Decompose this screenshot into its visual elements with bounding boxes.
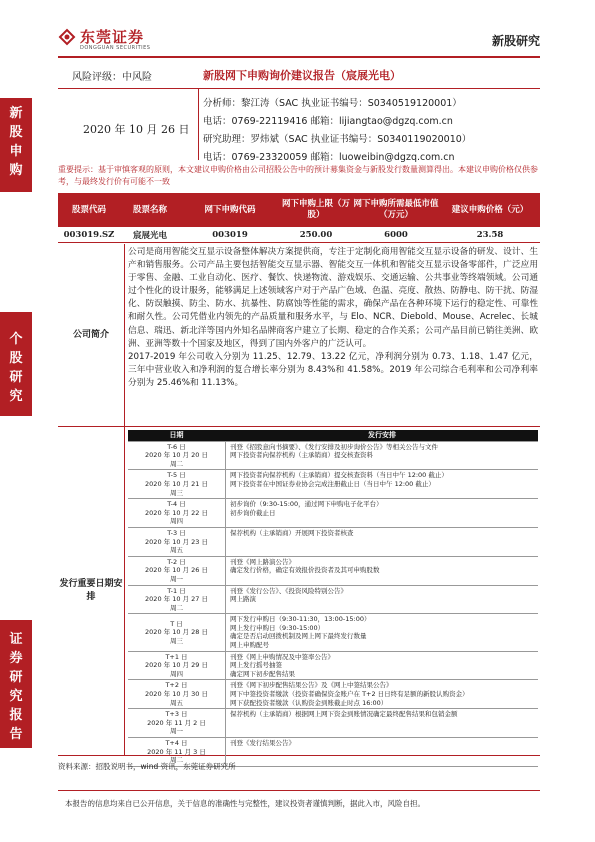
- band-char: 申: [9, 144, 23, 159]
- schedule-date-line: 2020 年 10 月 30 日: [145, 690, 208, 699]
- schedule-date-line: 2020 年 10 月 29 日: [145, 661, 208, 670]
- schedule-arrangement: [226, 738, 538, 766]
- band-char: 股: [9, 125, 23, 140]
- schedule-date-line: 周四: [170, 669, 183, 678]
- schedule-date: [128, 614, 226, 650]
- schedule-date: [128, 680, 226, 708]
- schedule-arrangement: [226, 614, 538, 650]
- schedule-date: [128, 557, 226, 585]
- subscription-table: [58, 193, 540, 243]
- schedule-arrangement-line: 确定是否启动回拨机制及网上网下最终发行数量: [230, 632, 367, 641]
- schedule-date-line: 周二: [170, 756, 183, 765]
- schedule-row: [128, 709, 538, 738]
- schedule-date-line: T 日: [170, 619, 183, 628]
- schedule-row: [128, 614, 538, 651]
- disclaimer: 本报告的信息均来自已公开信息，关于信息的准确性与完整性，建议投资者谨慎判断，据此入市，风险自担。: [65, 799, 425, 808]
- schedule-date-line: T-1 日: [167, 586, 186, 595]
- schedule-arrangement-line: 网上申购配号: [230, 641, 269, 650]
- logo-cn-text: 东莞证券: [80, 28, 145, 46]
- info-vertical-divider: [198, 88, 199, 160]
- schedule-arrangement: [226, 680, 538, 708]
- table-cell: 003019.SZ: [63, 229, 115, 240]
- band-char: 证: [9, 632, 23, 647]
- schedule-arrangement-line: 确定发行价格，确定有效报价投资者及其可申购股数: [230, 566, 380, 575]
- intro-text: [128, 246, 538, 390]
- schedule-date-line: T-3 日: [167, 528, 186, 537]
- schedule-arrangement-line: 网下获配投资者缴款（认购资金到账截止时点 16:00）: [230, 698, 388, 707]
- col-header: 网下申购上限（万股）: [281, 199, 350, 220]
- schedule-row: [128, 652, 538, 681]
- schedule-date: [128, 709, 226, 737]
- band-char: 究: [9, 389, 23, 404]
- schedule-arrangement-line: 网上发行申购日（9:30-15:00）: [230, 623, 325, 632]
- schedule-arrangement-line: 网下中签投资者缴款（投资者确保资金账户在 T+2 日日终有足额的新股认购资金）: [230, 690, 469, 699]
- schedule-row: [128, 586, 538, 615]
- col-header: 网下申购所需最低市值（万元）: [353, 199, 439, 220]
- side-band-ipo: [0, 98, 32, 192]
- schedule-arrangement-line: 刊登《招股意向书摘要》、《发行安排及初步询价公告》等相关公告与文件: [230, 442, 438, 451]
- band-char: 新: [9, 106, 23, 121]
- schedule-row: [128, 557, 538, 586]
- schedule-date-line: 周五: [170, 698, 183, 707]
- schedule-date-line: 周一: [170, 727, 183, 736]
- band-char: 研: [9, 370, 23, 385]
- footer-divider: [58, 790, 540, 791]
- assistant-contact: 电话：0769-23320059 邮箱：luoweibin@dgzq.com.cn: [203, 152, 455, 163]
- schedule-date-line: T-2 日: [167, 557, 186, 566]
- schedule-arrangement-line: 网下发行申购日（9:30-11:30，13:00-15:00）: [230, 615, 371, 624]
- schedule-date-line: 周三: [170, 636, 183, 645]
- schedule-arrangement-line: 网下投资者向保荐机构（主承销商）提交核查资料（当日中午 12:00 截止）: [230, 471, 448, 480]
- band-char: 告: [9, 727, 23, 742]
- schedule-date-line: 2020 年 11 月 3 日: [147, 747, 206, 756]
- important-notice: 重要提示：基于审慎客观的原则，本文建议申购价格由公司招股公告中的预计募集资金与新股发行数量测算得出。本建议申购价格仅供参考，与最终发行价有可能不一致: [58, 165, 538, 186]
- schedule-date-line: 周一: [170, 574, 183, 583]
- schedule-arrangement-line: 网上发行摇号抽签: [230, 661, 282, 670]
- schedule-date-line: 周二: [170, 603, 183, 612]
- schedule-date-line: 2020 年 10 月 20 日: [145, 451, 208, 460]
- schedule-arrangement-line: 初步询价截止日: [230, 508, 276, 517]
- logo-mark-icon: [58, 28, 76, 46]
- schedule-arrangement: [226, 709, 538, 737]
- schedule-date: [128, 499, 226, 527]
- schedule-row: [128, 528, 538, 557]
- schedule-date-line: 周二: [170, 459, 183, 468]
- schedule-date-line: T+3 日: [165, 710, 188, 719]
- col-header: 建议申购价格（元）: [451, 204, 529, 215]
- analyst-contact: 电话：0769-22119416 邮箱：lijiangtao@dgzq.com.cn: [203, 116, 453, 127]
- schedule-date: [128, 470, 226, 498]
- band-char: 个: [9, 332, 23, 347]
- schedule-arrangement-line: 保荐机构（主承销商）开展网下投资者核查: [230, 528, 354, 537]
- intro-paragraph-1: 公司是商用智能交互显示设备整体解决方案提供商，专注于定制化商用智能交互显示设备的研发、设计、生产和销售服务。公司产品主要包括智能交互显示器、智能交互一体机和智能交互显示设备零部件，广泛应用于零售、金融、工业自动化、医疗、餐饮、快递物流、游戏娱乐、交通运输、公共事业等终端领域。公司通过个性化的设计服务，能够满足上述领域客户对于产品广色域、色温、亮度、散热、防静电、防干扰、防湿化、防误触摸、防尘、防水、抗暴性、防腐蚀等性能的需求，确保产品在各种环境下运行的稳定性、可靠性和耐久性。公司凭借业内领先的产品质量和服务水平，与 Elo、NCR、Diebold、Mouse、Acrelec、长城信息、瑞迅、新北洋等国内外知名品牌商客户建立了长期、稳定的合作关系；公司产品目前已销往美洲、欧洲、亚洲等数十个国家及地区，得到了国内外客户的广泛认可。: [128, 247, 538, 349]
- schedule-head-date: 日期: [128, 430, 226, 441]
- table-header: [58, 193, 540, 227]
- report-title: 新股网下申购询价建议报告（宸展光电）: [203, 69, 401, 82]
- band-char: 研: [9, 670, 23, 685]
- schedule-arrangement: [226, 557, 538, 585]
- schedule-row: [128, 499, 538, 528]
- schedule-arrangement-line: 刊登《发行结果公告》: [230, 739, 295, 747]
- company-intro-section: [58, 244, 540, 427]
- col-header: 股票代码: [71, 204, 106, 215]
- schedule-arrangement-line: 网下投资者在中国证券业协会完成注册截止日（当日中午 12:00 截止）: [230, 479, 435, 488]
- schedule-date: [128, 586, 226, 614]
- table-row: [58, 227, 540, 243]
- schedule-arrangement-line: 确定网下初步配售结果: [230, 669, 295, 678]
- schedule-date-line: 2020 年 10 月 21 日: [145, 479, 208, 488]
- schedule-date-line: T+1 日: [165, 652, 188, 661]
- col-header: 股票名称: [132, 204, 167, 215]
- table-cell: 250.00: [299, 229, 333, 240]
- assistant-line: 研究助理：罗炜斌（SAC 执业证书编号：S0340119020010）: [203, 134, 472, 145]
- schedule-arrangement: [226, 528, 538, 556]
- section-divider: [124, 427, 125, 755]
- schedule-date-line: T-4 日: [167, 500, 186, 509]
- schedule-arrangement: [226, 442, 538, 470]
- schedule-date: [128, 528, 226, 556]
- schedule-date-line: 2020 年 10 月 23 日: [145, 537, 208, 546]
- schedule-date-line: 周五: [170, 546, 183, 555]
- schedule-arrangement-line: 网上路演: [230, 595, 256, 604]
- table-cell: 23.58: [476, 229, 504, 240]
- schedule-arrangement: [226, 470, 538, 498]
- schedule-date: [128, 652, 226, 680]
- schedule-date-line: T-6 日: [167, 442, 186, 451]
- schedule-head-arrangement: 发行安排: [368, 431, 396, 439]
- schedule-arrangement-line: 保荐机构（主承销商）根据网上网下资金到账情况确定最终配售结果和包销金额: [230, 710, 458, 719]
- schedule-date-line: 周三: [170, 488, 183, 497]
- side-band-stock: [0, 312, 32, 416]
- band-char: 报: [9, 708, 23, 723]
- table-cell: 6000: [384, 229, 408, 240]
- schedule-date-line: T-5 日: [167, 471, 186, 480]
- schedule-label: 发行重要日期安排: [59, 579, 123, 602]
- schedule-table: [128, 430, 538, 767]
- schedule-date-line: 2020 年 10 月 27 日: [145, 595, 208, 604]
- analyst-line: 分析师：黎江涛（SAC 执业证书编号：S0340519120001）: [203, 98, 462, 109]
- intro-label: 公司简介: [72, 329, 109, 340]
- schedule-arrangement-line: 刊登《发行公告》、《投资风险特别公告》: [230, 586, 347, 595]
- side-band-report: [0, 620, 32, 748]
- data-source: 资料来源：招股说明书，wind 资讯，东莞证券研究所: [58, 762, 236, 771]
- logo-en-text: DONGGUAN SECURITIES: [80, 45, 151, 51]
- band-char: 究: [9, 689, 23, 704]
- schedule-row: [128, 680, 538, 709]
- header-divider: [58, 56, 540, 58]
- risk-rating: 风险评级：中风险: [72, 72, 152, 83]
- schedule-row: [128, 470, 538, 499]
- band-char: 券: [9, 651, 23, 666]
- schedule-date-line: 2020 年 10 月 28 日: [145, 628, 208, 637]
- schedule-arrangement-line: 刊登《网上申购情况及中签率公告》: [230, 652, 334, 661]
- page-header: [58, 26, 540, 56]
- schedule-date-line: T+4 日: [165, 739, 188, 747]
- intro-paragraph-2: 2017-2019 年公司收入分别为 11.25、12.79、13.22 亿元，净利润分别为 0.73、1.18、1.47 亿元，三年中营业收入和净利润的复合增长率分别为 8.43%和 41.58%。2019 年公司综合毛利率和公司净利率分别为 25.46%和 11.13%。: [128, 351, 538, 388]
- schedule-date-line: 2020 年 10 月 26 日: [145, 566, 208, 575]
- report-date: 2020 年 10 月 26 日: [83, 123, 190, 136]
- table-cell: 003019: [212, 229, 248, 240]
- schedule-date-line: T+2 日: [165, 681, 188, 690]
- schedule-date-line: 周四: [170, 517, 183, 526]
- company-logo: [58, 26, 198, 54]
- schedule-header: [128, 430, 538, 442]
- info-divider: [58, 88, 540, 89]
- schedule-date-line: 2020 年 11 月 2 日: [147, 718, 206, 727]
- schedule-arrangement: [226, 499, 538, 527]
- section-divider: [124, 244, 125, 426]
- schedule-arrangement: [226, 586, 538, 614]
- schedule-date: [128, 442, 226, 470]
- schedule-date-line: 2020 年 10 月 22 日: [145, 508, 208, 517]
- table-cell: 宸展光电: [132, 230, 167, 241]
- schedule-arrangement-line: 网下投资者向保荐机构（主承销商）提交核查资料: [230, 451, 373, 460]
- band-char: 购: [9, 163, 23, 178]
- section-title: 新股研究: [491, 34, 540, 48]
- schedule-arrangement-line: 初步询价（9:30-15:00，通过网下申购电子化平台）: [230, 500, 383, 509]
- schedule-arrangement: [226, 652, 538, 680]
- col-header: 网下申购代码: [204, 204, 256, 215]
- schedule-arrangement-line: 刊登《网上路演公告》: [230, 557, 295, 566]
- schedule-arrangement-line: 刊登《网下初步配售结果公告》及《网上中签结果公告》: [230, 681, 393, 690]
- schedule-row: [128, 442, 538, 471]
- band-char: 股: [9, 351, 23, 366]
